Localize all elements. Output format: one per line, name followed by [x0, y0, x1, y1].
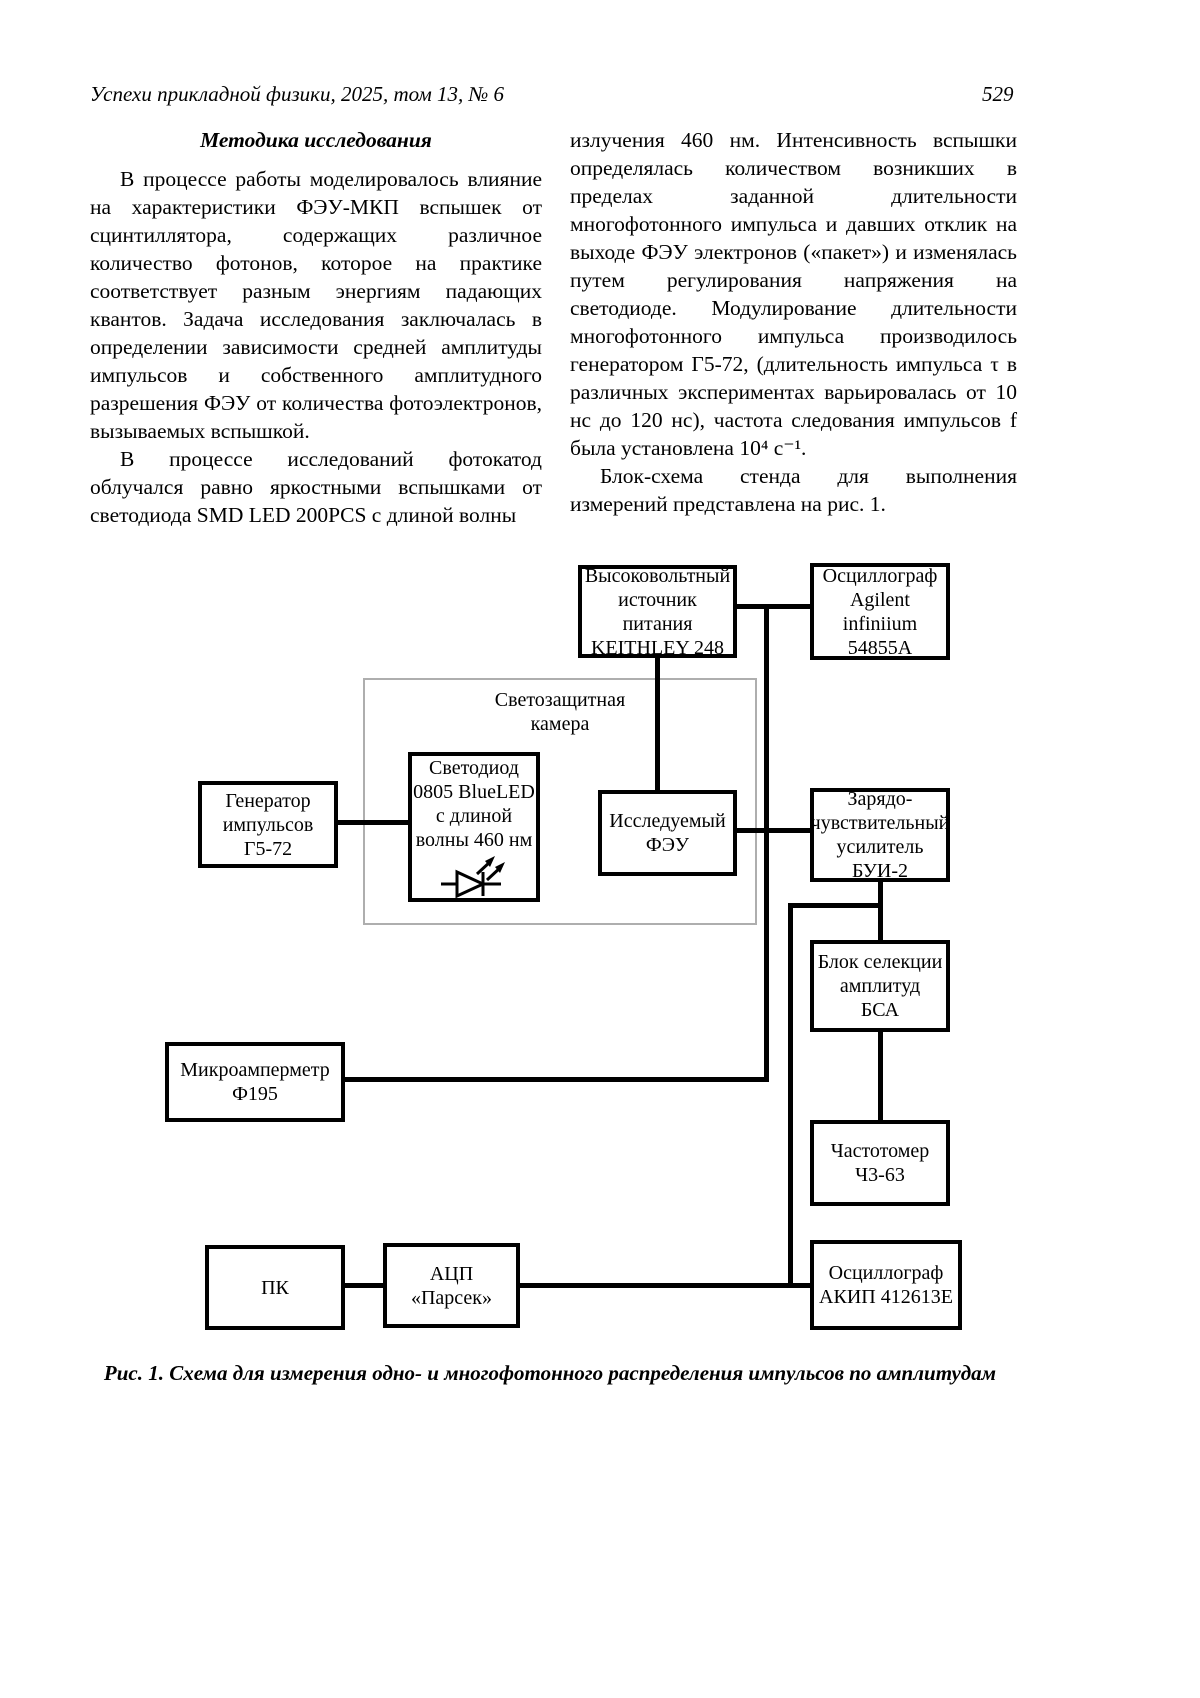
paragraph-methods-1: В процессе работы моделировалось влияние на характеристики ФЭУ-МКП вспышек от сцинтиллятора, содержащих различное количество фотонов, которое на практике соответствует разным энергиям падающих квантов. Задача исследования заключалась в определении зависимости средней амплитуды импульсов и собственного амплитудного разрешения ФЭУ от количества фотоэлектронов, вызываемых вспышкой.	[90, 167, 542, 443]
paragraph-methods-2: В процессе исследований фотокатод облучался равно яркостными вспышками от светодиода SMD LED 200PCS с длиной волны	[90, 447, 542, 527]
box-adc	[383, 1243, 520, 1328]
box-led-label: Светодиод 0805 BlueLED с длиной волны 460 нм	[413, 757, 535, 851]
light-chamber-label: Светозащитная камера	[494, 689, 626, 735]
box-pmt	[598, 790, 737, 876]
box-frequency-counter	[810, 1120, 950, 1206]
box-charge-amplifier	[810, 788, 950, 882]
figure-1-diagram	[0, 540, 1200, 1350]
connector-line	[878, 879, 883, 940]
connector-line	[655, 658, 660, 790]
box-charge-amplifier-label: Зарядо- чувствительный усилитель БУИ-2	[810, 788, 950, 882]
paragraph-methods-3: излучения 460 нм. Интенсивность вспышки определялась количеством возникших в пределах заданной длительности многофотонного импульса и давших отклик на выходе ФЭУ электронов («пакет») и изменялась путем регулирования напряжения на светодиоде. Модулирование длительности многофотонного импульса производилось генератором Г5-72, (длительность импульса τ в различных экспериментах варьировалась от 10 нс до 120 нс), частота следования импульсов f была установлена 10⁴ с⁻¹.	[570, 128, 1017, 460]
box-amplitude-selector	[810, 940, 950, 1032]
connector-line	[520, 1283, 810, 1288]
connector-line	[788, 903, 880, 908]
connector-line	[764, 604, 769, 1082]
box-pulse-generator	[198, 781, 338, 868]
page-number: 529	[982, 82, 1014, 106]
box-hv-supply	[578, 565, 737, 658]
section-title: Методика исследования	[200, 128, 432, 152]
box-led	[408, 752, 540, 902]
box-oscilloscope-akip	[810, 1240, 962, 1330]
paragraph-methods-4: Блок-схема стенда для выполнения измерений представлена на рис. 1.	[570, 464, 1017, 516]
figure-caption: Рис. 1. Схема для измерения одно- и многофотонного распределения импульсов по амплитудам	[103, 1361, 997, 1385]
connector-line	[788, 903, 793, 1288]
connector-line	[338, 820, 408, 825]
box-oscilloscope-akip-label: Осциллограф АКИП 412613Е	[819, 1262, 953, 1308]
box-oscilloscope-agilent-label: Осциллограф Agilent infiniium 54855A	[822, 564, 938, 659]
box-frequency-counter-label: Частотомер Ч3-63	[830, 1140, 930, 1186]
connector-line	[345, 1283, 383, 1288]
box-pc-label: ПК	[261, 1276, 289, 1299]
box-hv-supply-label: Высоковольтный источник питания KEITHLEY 248	[584, 564, 731, 659]
connector-line	[878, 1032, 883, 1120]
right-column	[570, 126, 1017, 518]
box-microammeter	[165, 1042, 345, 1122]
connector-line	[737, 828, 810, 833]
connector-line	[345, 1077, 769, 1082]
box-adc-label: АЦП «Парсек»	[410, 1262, 493, 1309]
led-icon	[439, 854, 509, 898]
connector-line	[737, 604, 810, 609]
box-amplitude-selector-label: Блок селекции амплитуд БСА	[817, 951, 943, 1021]
box-pulse-generator-label: Генератор импульсов Г5-72	[222, 789, 314, 860]
box-pc	[205, 1245, 345, 1330]
box-oscilloscope-agilent	[810, 563, 950, 660]
box-pmt-label: Исследуемый ФЭУ	[609, 810, 726, 856]
journal-header: Успехи прикладной физики, 2025, том 13, № 6	[90, 82, 505, 106]
box-microammeter-label: Микроамперметр Ф195	[180, 1059, 330, 1105]
left-column	[90, 126, 542, 529]
